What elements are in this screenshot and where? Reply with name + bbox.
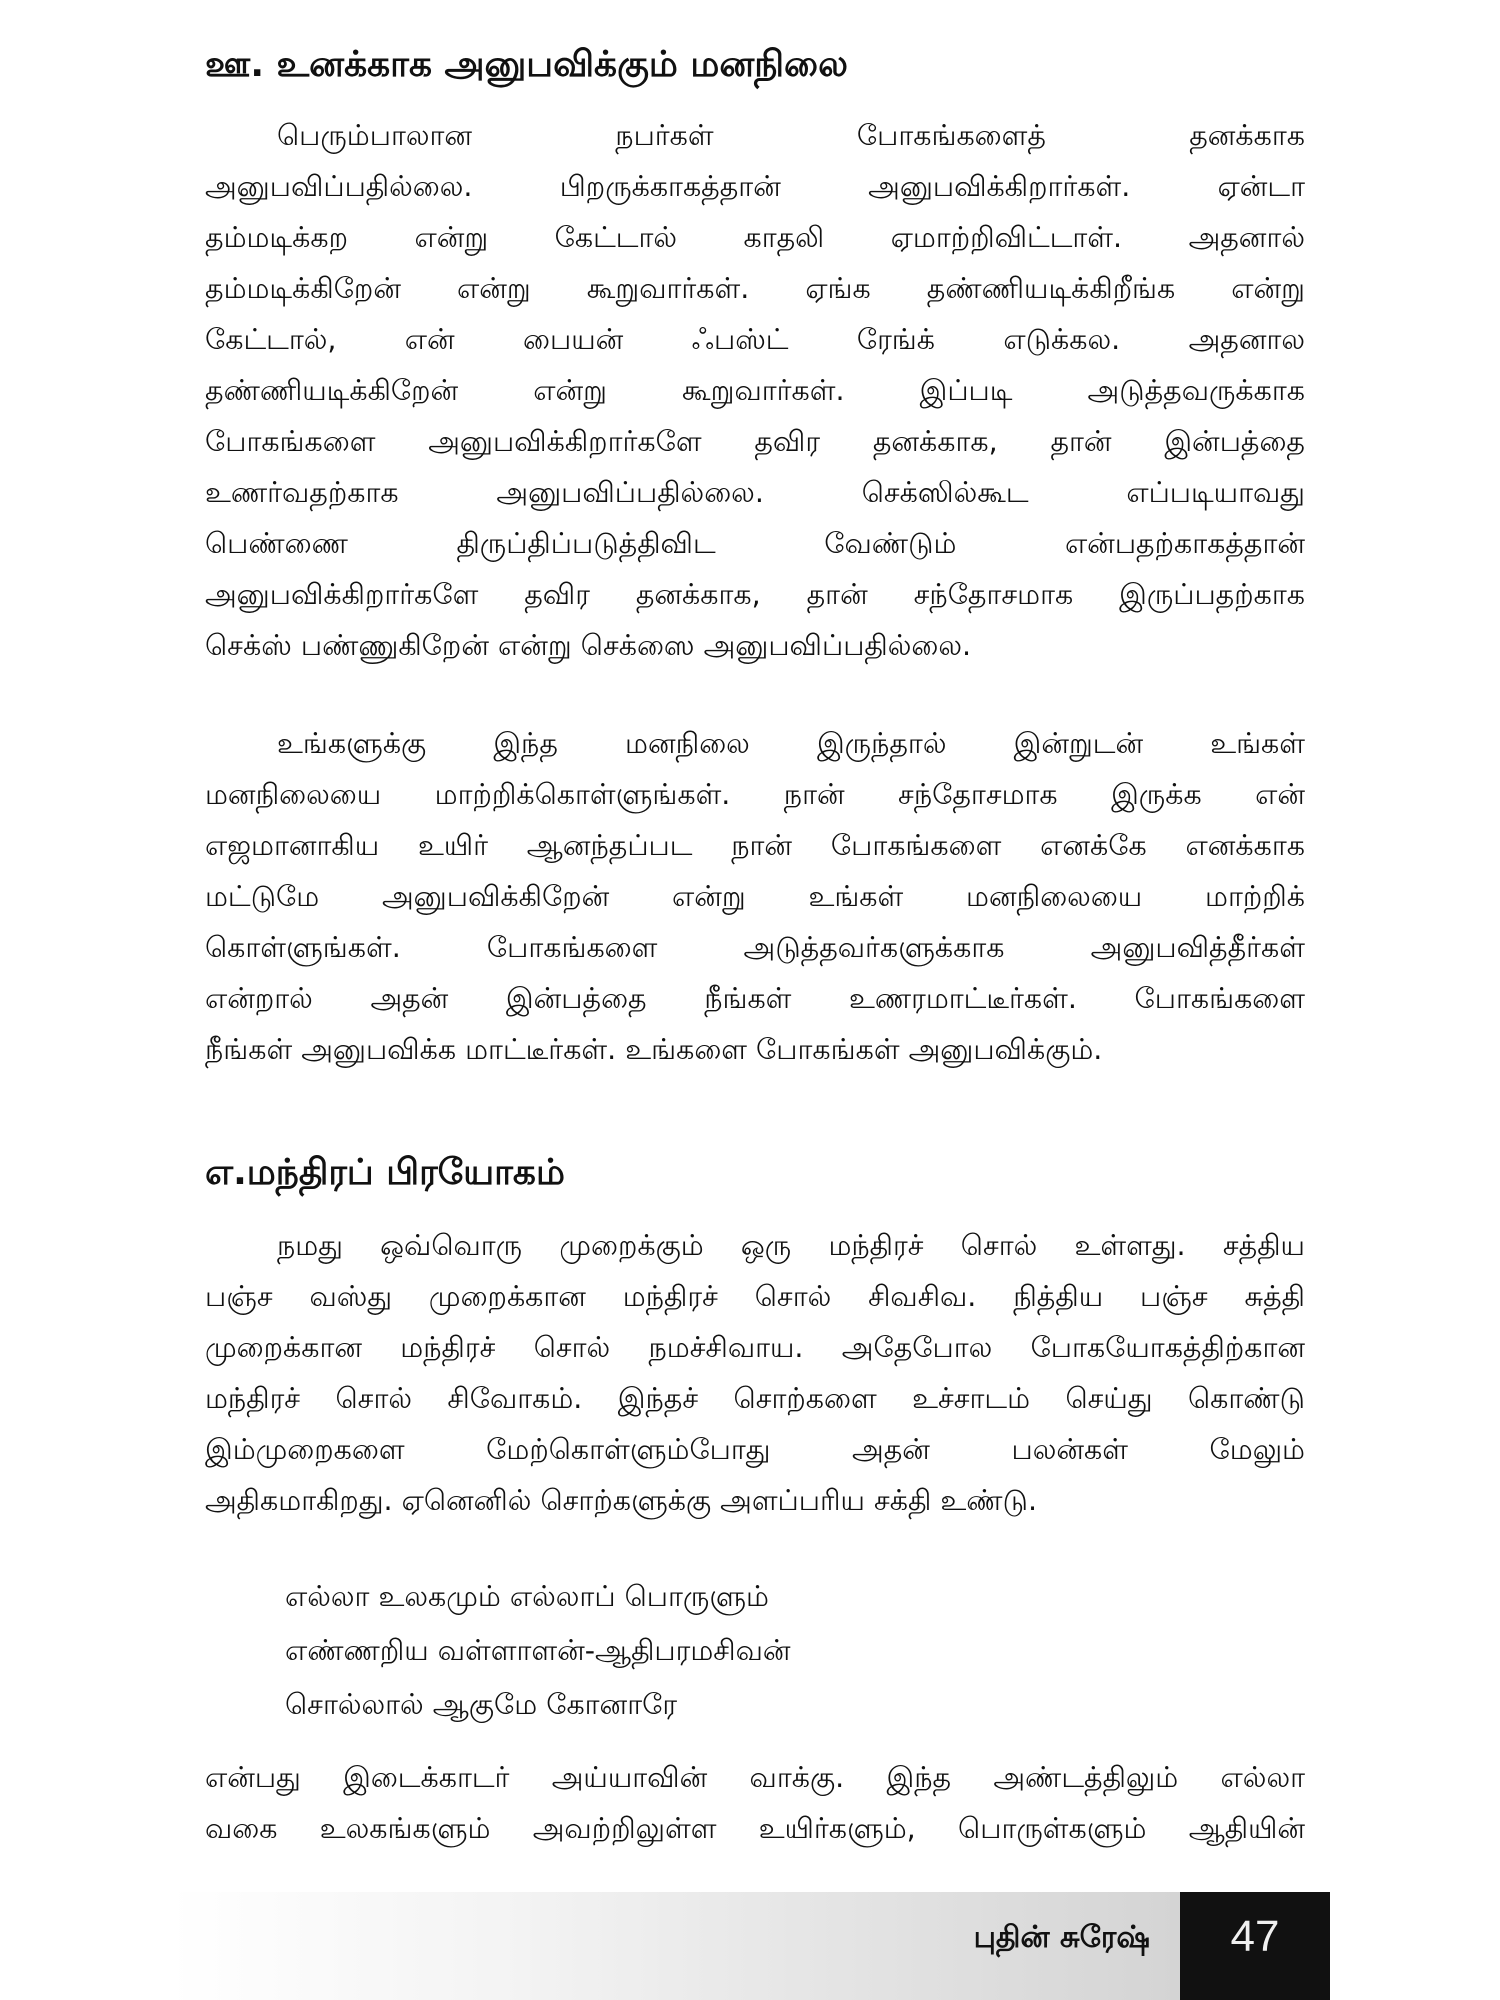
paragraph-line: தம்மடிக்கிறேன் என்று கூறுவார்கள். ஏங்க தண்ணியடிக்கிறீங்க என்று xyxy=(205,272,1305,305)
paragraph-line: மட்டுமே அனுபவிக்கிறேன் என்று உங்கள் மனநிலையை மாற்றிக் xyxy=(205,880,1305,913)
paragraph-line: முறைக்கான மந்திரச் சொல் நமச்சிவாய. அதேபோல போகயோகத்திற்கான xyxy=(205,1331,1305,1364)
paragraph-line: உணர்வதற்காக அனுபவிப்பதில்லை. செக்ஸில்கூட எப்படியாவது xyxy=(205,476,1305,509)
section-heading-1 xyxy=(205,40,1305,90)
verse-line: எண்ணறிய வள்ளாளன்-ஆதிபரமசிவன் xyxy=(285,1634,791,1667)
paragraph-line: கேட்டால், என் பையன் ஃபஸ்ட் ரேங்க் எடுக்கல. அதனால xyxy=(205,323,1305,356)
paragraph-line: பெரும்பாலான நபர்கள் போகங்களைத் தனக்காக xyxy=(277,119,1305,152)
heading-enakkaga: ஊ. உனக்காக அனுபவிக்கும் மனநிலை xyxy=(205,44,848,85)
paragraph-1 xyxy=(205,110,1305,671)
verse-line: சொல்லால் ஆகுமே கோனாரே xyxy=(285,1688,678,1721)
paragraph-line: மந்திரச் சொல் சிவோகம். இந்தச் சொற்களை உச்சாடம் செய்து கொண்டு xyxy=(205,1382,1305,1415)
page-number: 47 xyxy=(1230,1912,1280,1961)
page-footer xyxy=(170,1892,1330,2000)
paragraph-line: தண்ணியடிக்கிறேன் என்று கூறுவார்கள். இப்படி அடுத்தவருக்காக xyxy=(205,374,1305,407)
heading-manthira-prayogam: எ.மந்திரப் பிரயோகம் xyxy=(205,1152,565,1193)
paragraph-line: என்றால் அதன் இன்பத்தை நீங்கள் உணரமாட்டீர்கள். போகங்களை xyxy=(205,982,1305,1015)
paragraph-line: அதிகமாகிறது. ஏனெனில் சொற்களுக்கு அளப்பரிய சக்தி உண்டு. xyxy=(205,1484,1038,1517)
paragraph-3 xyxy=(205,1220,1305,1526)
section-heading-2 xyxy=(205,1148,1305,1198)
paragraph-2 xyxy=(205,718,1305,1075)
paragraph-line: போகங்களை அனுபவிக்கிறார்களே தவிர தனக்காக, தான் இன்பத்தை xyxy=(205,425,1305,458)
paragraph-line: செக்ஸ் பண்ணுகிறேன் என்று செக்ஸை அனுபவிப்பதில்லை. xyxy=(205,629,972,662)
paragraph-line: உங்களுக்கு இந்த மனநிலை இருந்தால் இன்றுடன் உங்கள் xyxy=(277,727,1305,760)
verse-block xyxy=(285,1570,1185,1732)
verse-line: எல்லா உலகமும் எல்லாப் பொருளும் xyxy=(285,1580,769,1613)
footer-author-name: புதின் சுரேஷ் xyxy=(973,1920,1150,1955)
paragraph-line: என்பது இடைக்காடர் அய்யாவின் வாக்கு. இந்த அண்டத்திலும் எல்லா xyxy=(205,1761,1305,1794)
paragraph-line: பஞ்ச வஸ்து முறைக்கான மந்திரச் சொல் சிவசிவ. நித்திய பஞ்ச சுத்தி xyxy=(205,1280,1305,1313)
paragraph-line: பெண்ணை திருப்திப்படுத்திவிட வேண்டும் என்பதற்காகத்தான் xyxy=(205,527,1305,560)
paragraph-line: நீங்கள் அனுபவிக்க மாட்டீர்கள். உங்களை போகங்கள் அனுபவிக்கும். xyxy=(205,1033,1103,1066)
paragraph-4 xyxy=(205,1752,1305,1854)
paragraph-line: இம்முறைகளை மேற்கொள்ளும்போது அதன் பலன்கள் மேலும் xyxy=(205,1433,1305,1466)
paragraph-line: மனநிலையை மாற்றிக்கொள்ளுங்கள். நான் சந்தோசமாக இருக்க என் xyxy=(205,778,1305,811)
paragraph-line: எஜமானாகிய உயிர் ஆனந்தப்பட நான் போகங்களை எனக்கே எனக்காக xyxy=(205,829,1305,862)
paragraph-line: தம்மடிக்கற என்று கேட்டால் காதலி ஏமாற்றிவிட்டாள். அதனால் xyxy=(205,221,1305,254)
paragraph-line: வகை உலகங்களும் அவற்றிலுள்ள உயிர்களும், பொருள்களும் ஆதியின் xyxy=(205,1812,1305,1845)
page-number-box xyxy=(1180,1892,1330,2000)
paragraph-line: கொள்ளுங்கள். போகங்களை அடுத்தவர்களுக்காக அனுபவித்தீர்கள் xyxy=(205,931,1305,964)
paragraph-line: நமது ஒவ்வொரு முறைக்கும் ஒரு மந்திரச் சொல் உள்ளது. சத்திய xyxy=(277,1229,1305,1262)
paragraph-line: அனுபவிப்பதில்லை. பிறருக்காகத்தான் அனுபவிக்கிறார்கள். ஏன்டா xyxy=(205,170,1305,203)
paragraph-line: அனுபவிக்கிறார்களே தவிர தனக்காக, தான் சந்தோசமாக இருப்பதற்காக xyxy=(205,578,1305,611)
